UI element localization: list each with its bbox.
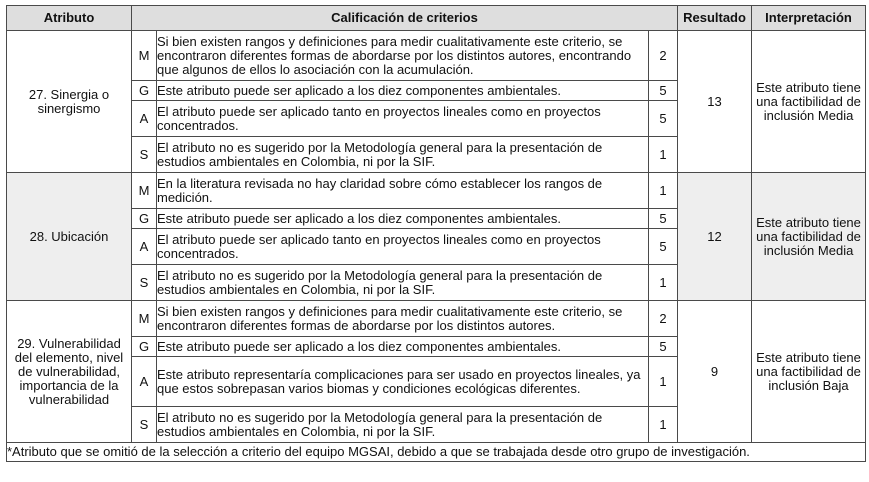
interpretation-cell: Este atributo tiene una factibilidad de inclusión Media <box>752 173 866 301</box>
criterion-text: Si bien existen rangos y definiciones para medir cualitativamente este criterio, se encontraron diferentes formas de abordarse por los distintos autores. <box>157 301 649 337</box>
criterion-score: 5 <box>649 337 678 357</box>
header-interpretacion: Interpretación <box>752 6 866 31</box>
footnote: *Atributo que se omitió de la selección a criterio del equipo MGSAI, debido a que se trabajada desde otro grupo de investigación. <box>7 443 866 462</box>
criterion-score: 5 <box>649 229 678 265</box>
criterion-score: 1 <box>649 137 678 173</box>
criterion-letter: S <box>132 137 157 173</box>
header-resultado: Resultado <box>678 6 752 31</box>
criterion-score: 5 <box>649 209 678 229</box>
criterion-letter: A <box>132 229 157 265</box>
interpretation-cell: Este atributo tiene una factibilidad de inclusión Baja <box>752 301 866 443</box>
criterion-letter: S <box>132 407 157 443</box>
criterion-letter: A <box>132 101 157 137</box>
criterion-score: 1 <box>649 407 678 443</box>
table-row <box>7 173 866 209</box>
table-row <box>7 301 866 337</box>
criterion-text: En la literatura revisada no hay claridad sobre cómo establecer los rangos de medición. <box>157 173 649 209</box>
criterion-score: 1 <box>649 265 678 301</box>
criterion-letter: G <box>132 337 157 357</box>
table-row <box>7 31 866 81</box>
header-row <box>7 6 866 31</box>
criterion-text: El atributo no es sugerido por la Metodología general para la presentación de estudios ambientales en Colombia, ni por la SIF. <box>157 265 649 301</box>
table-body <box>7 31 866 462</box>
criterion-score: 1 <box>649 357 678 407</box>
footnote-row <box>7 443 866 462</box>
criterion-score: 2 <box>649 31 678 81</box>
header-atributo: Atributo <box>7 6 132 31</box>
criteria-table <box>6 5 866 462</box>
criteria-table-container <box>6 5 865 462</box>
result-cell: 9 <box>678 301 752 443</box>
criterion-score: 5 <box>649 101 678 137</box>
criterion-text: Si bien existen rangos y definiciones para medir cualitativamente este criterio, se encontraron diferentes formas de abordarse por los distintos autores, encontrando que algunos de ellos lo asociación con la acumulación. <box>157 31 649 81</box>
criterion-text: Este atributo puede ser aplicado a los diez componentes ambientales. <box>157 81 649 101</box>
criterion-score: 2 <box>649 301 678 337</box>
criterion-text: El atributo puede ser aplicado tanto en proyectos lineales como en proyectos concentrados. <box>157 229 649 265</box>
criterion-letter: M <box>132 173 157 209</box>
criterion-text: El atributo no es sugerido por la Metodología general para la presentación de estudios ambientales en Colombia, ni por la SIF. <box>157 407 649 443</box>
criterion-letter: M <box>132 301 157 337</box>
result-cell: 13 <box>678 31 752 173</box>
result-cell: 12 <box>678 173 752 301</box>
header-calificacion: Calificación de criterios <box>132 6 678 31</box>
criterion-text: El atributo puede ser aplicado tanto en proyectos lineales como en proyectos concentrados. <box>157 101 649 137</box>
attribute-cell: 27. Sinergia o sinergismo <box>7 31 132 173</box>
criterion-letter: A <box>132 357 157 407</box>
criterion-text: Este atributo puede ser aplicado a los diez componentes ambientales. <box>157 337 649 357</box>
criterion-score: 1 <box>649 173 678 209</box>
criterion-letter: S <box>132 265 157 301</box>
interpretation-cell: Este atributo tiene una factibilidad de inclusión Media <box>752 31 866 173</box>
criterion-letter: G <box>132 209 157 229</box>
criterion-text: Este atributo puede ser aplicado a los diez componentes ambientales. <box>157 209 649 229</box>
criterion-text: Este atributo representaría complicaciones para ser usado en proyectos lineales, ya que estos sobrepasan varios biomas y condiciones ecológicas diferentes. <box>157 357 649 407</box>
criterion-letter: G <box>132 81 157 101</box>
criterion-score: 5 <box>649 81 678 101</box>
attribute-cell: 29. Vulnerabilidad del elemento, nivel de vulnerabilidad, importancia de la vulnerabilidad <box>7 301 132 443</box>
criterion-letter: M <box>132 31 157 81</box>
criterion-text: El atributo no es sugerido por la Metodología general para la presentación de estudios ambientales en Colombia, ni por la SIF. <box>157 137 649 173</box>
attribute-cell: 28. Ubicación <box>7 173 132 301</box>
